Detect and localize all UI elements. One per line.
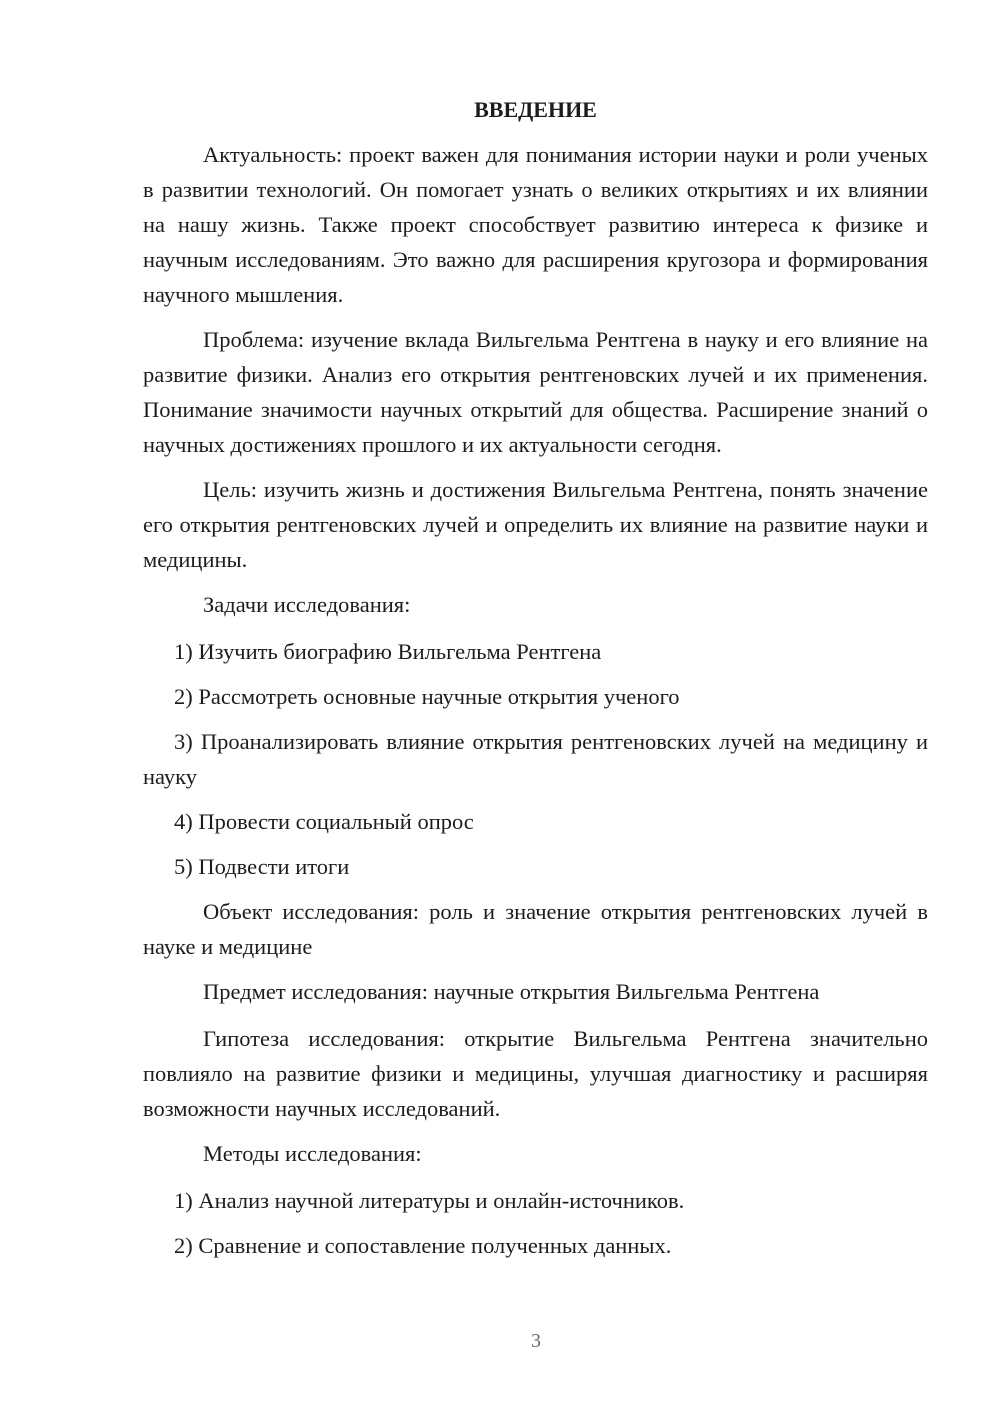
page-content <box>143 95 928 1273</box>
tasks-heading: Задачи исследования: <box>203 592 411 617</box>
task-item-5: 5) Подвести итоги <box>174 854 350 879</box>
hypothesis-paragraph: Гипотеза исследования: открытие Вильгельма Рентгена значительно повлияло на развитие физики и медицины, улучшая диагностику и расширяя возможности научных исследований. <box>143 1026 928 1121</box>
task-item-4: 4) Провести социальный опрос <box>174 809 474 834</box>
task-item-2: 2) Рассмотреть основные научные открытия ученого <box>174 684 680 709</box>
task-item-1: 1) Изучить биографию Вильгельма Рентгена <box>174 639 602 664</box>
relevance-paragraph: Актуальность: проект важен для понимания истории науки и роли ученых в развитии технологий. Он помогает узнать о великих открытиях и их влиянии на нашу жизнь. Также проект способствует развитию интереса к физике и научным исследованиям. Это важно для расширения кругозора и формирования научного мышления. <box>143 142 928 307</box>
object-paragraph: Объект исследования: роль и значение открытия рентгеновских лучей в науке и медицине <box>143 899 928 959</box>
page-title: ВВЕДЕНИЕ <box>474 97 597 122</box>
methods-heading: Методы исследования: <box>203 1141 422 1166</box>
goal-paragraph: Цель: изучить жизнь и достижения Вильгельма Рентгена, понять значение его открытия рентгеновских лучей и определить их влияние на развитие науки и медицины. <box>143 477 928 572</box>
method-item-1: 1) Анализ научной литературы и онлайн-источников. <box>174 1188 685 1213</box>
method-item-2: 2) Сравнение и сопоставление полученных данных. <box>174 1233 672 1258</box>
task-item-3: 3) Проанализировать влияние открытия рентгеновских лучей на медицину и науку <box>143 729 928 789</box>
subject-paragraph: Предмет исследования: научные открытия Вильгельма Рентгена <box>203 979 820 1004</box>
page-number: 3 <box>531 1330 541 1352</box>
problem-paragraph: Проблема: изучение вклада Вильгельма Рентгена в науку и его влияние на развитие физики. Анализ его открытия рентгеновских лучей и их применения. Понимание значимости научных открытий для общества. Расширение знаний о научных достижениях прошлого и их актуальности сегодня. <box>143 327 928 457</box>
